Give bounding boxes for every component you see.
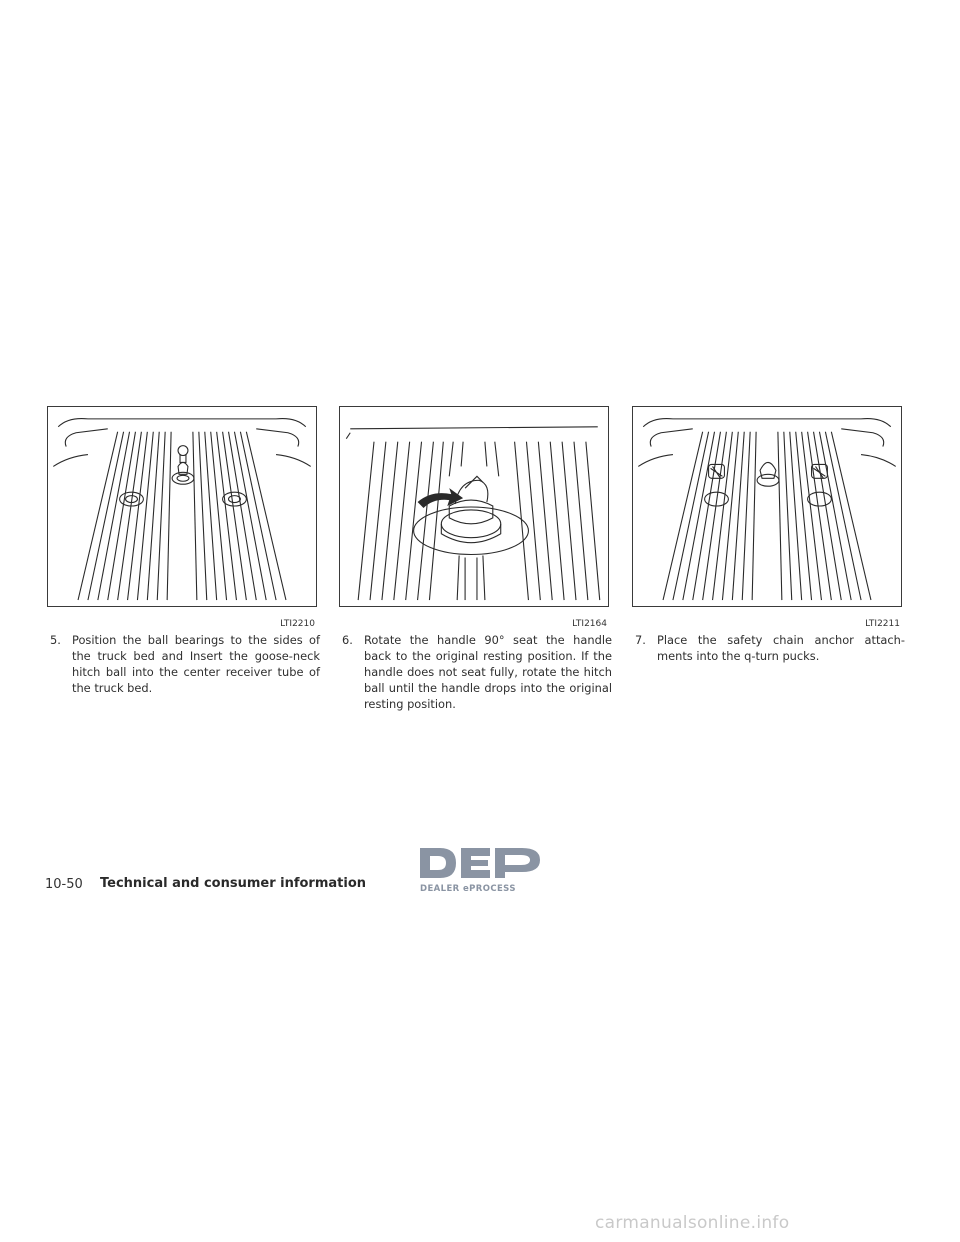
dealer-eprocess-logo — [418, 845, 544, 895]
page-number: 10-50 — [45, 877, 83, 892]
figure-rotate-handle — [339, 406, 609, 607]
step-number: 5. — [50, 633, 61, 647]
step-5 — [50, 632, 320, 696]
step-number: 7. — [635, 633, 646, 647]
site-watermark: carmanualsonline.info — [595, 1213, 790, 1233]
truck-bed-illustration-2 — [340, 407, 608, 606]
figure-safety-chain-anchors — [632, 406, 902, 607]
figure-code: LTI2211 — [865, 619, 900, 629]
section-title: Technical and consumer information — [100, 876, 367, 891]
figure-hitch-ball-insert — [47, 406, 317, 607]
figure-code: LTI2164 — [572, 619, 607, 629]
step-text: Position the ball bearings to the sides of the truck bed and Insert the goose-neck hitch ball into the center receiver tube of the truck bed. — [72, 633, 320, 695]
step-text: Rotate the handle 90° seat the handle back to the original resting position. If the handle does not seat fully, rotate the hitch ball until the handle drops into the original resting position. — [364, 633, 612, 711]
step-7 — [635, 632, 905, 664]
truck-bed-illustration-3 — [633, 407, 901, 606]
step-number: 6. — [342, 633, 353, 647]
figure-code: LTI2210 — [280, 619, 315, 629]
truck-bed-illustration-1 — [48, 407, 316, 606]
step-text: Place the safety chain anchor attach-ments into the q-turn pucks. — [657, 633, 905, 663]
logo-subtext: DEALER ePROCESS — [420, 884, 516, 894]
step-6 — [342, 632, 612, 712]
